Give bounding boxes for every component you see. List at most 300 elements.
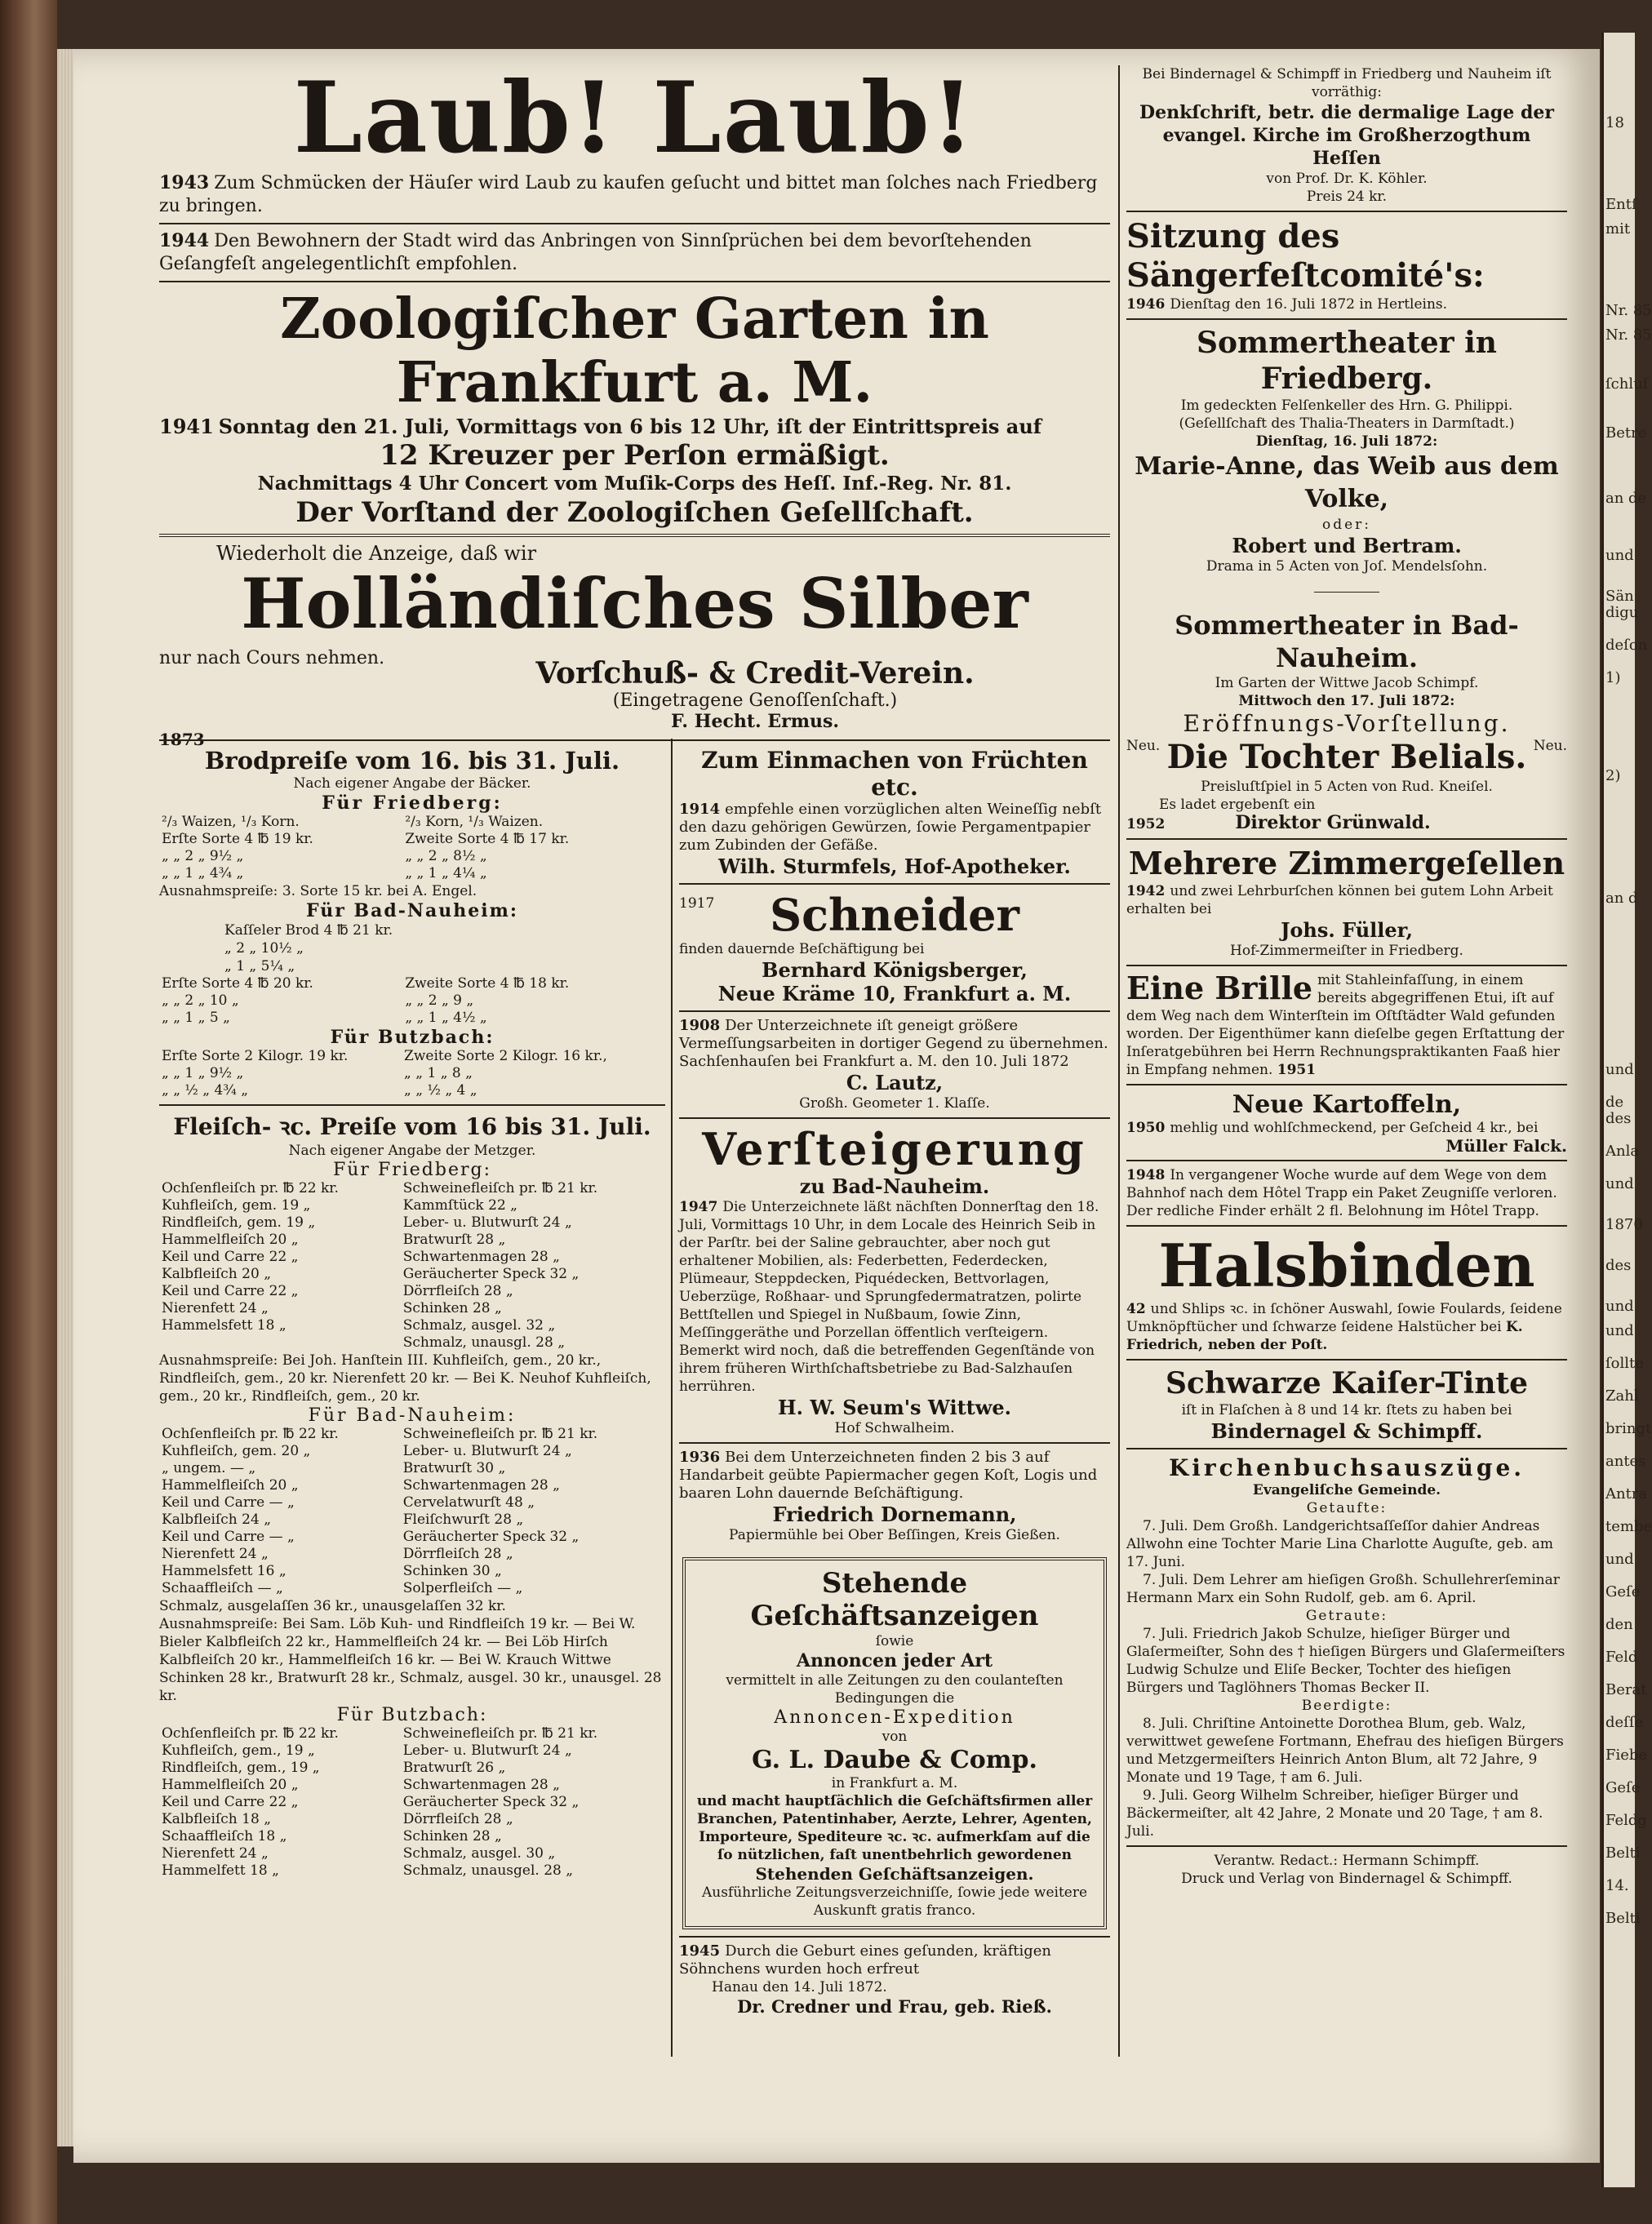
table-cell: Nierenfett 24 „ (162, 1300, 269, 1316)
adjacent-page-text: an de (1605, 490, 1647, 507)
table-cell: Schwartenmagen 28 „ (402, 1477, 560, 1494)
brod-title: Brodpreiſe vom 16. bis 31. Juli. (204, 747, 620, 775)
table-cell: Schaaffleiſch — „ (162, 1580, 283, 1596)
divider (1126, 1160, 1567, 1161)
kirchenbuch-entry: 7. Juli. Dem Großh. Landgerichtsaſſeſſor dahier Andreas Allwohn eine Tochter Marie Lina Charlotte Auguſte, geb. am 17. Juni. (1126, 1518, 1554, 1570)
geburt-place: Hanau den 14. Juli 1872. (712, 1979, 887, 1995)
fleisch-nauheim-table (159, 1426, 665, 1597)
table-cell: Leber- u. Blutwurſt 24 „ (402, 1742, 572, 1759)
sn-line: Im Garten der Wittwe Jacob Schimpf. (1215, 675, 1479, 691)
table-cell: „ „ ½ „ 4 „ (404, 1082, 477, 1099)
kartoffeln-sign: Müller Falck. (1446, 1136, 1567, 1156)
divider (1126, 1359, 1567, 1361)
table-cell: „ „ 1 „ 5 „ (162, 1010, 230, 1026)
table-cell: „ „ 1 „ 4¾ „ (162, 865, 244, 881)
table-cell: Erſte Sorte 4 ℔ 20 kr. (162, 975, 313, 992)
brod-butzbach-heading: Für Butzbach: (330, 1027, 495, 1048)
table-row (159, 1580, 665, 1597)
brod-nauheim-table (159, 975, 665, 1027)
adjacent-page-fragment (1601, 33, 1652, 2187)
table-row (159, 1232, 665, 1249)
box-title: Stehende Geſchäftsanzeigen (750, 1567, 1039, 1632)
divider (1126, 1448, 1567, 1449)
adjacent-page-text: Sän (1605, 588, 1634, 605)
book-spine-edge (0, 0, 57, 2224)
table-cell: Keil und Carre — „ (162, 1529, 295, 1545)
zoo-line1-text: Sonntag den 21. Juli, Vormittags von 6 bis 12 Uhr, iſt der Eintrittspreis auf (218, 415, 1042, 438)
table-cell: Schweinefleiſch pr. ℔ 21 kr. (402, 1180, 598, 1196)
table-cell: Schmalz, unausgl. 28 „ (402, 1334, 565, 1351)
versteigerung-sign2: Hof Schwalheim. (834, 1420, 955, 1436)
divider (1126, 318, 1567, 320)
table-row (159, 1334, 665, 1352)
zoo-line4: Der Vorſtand der Zoologiſchen Geſellſchaft. (295, 496, 974, 529)
table-cell: Keil und Carre 22 „ (162, 1283, 299, 1299)
zoo-headline: Zoologiſcher Garten in Frankfurt a. M. (280, 286, 989, 415)
zg-text (1126, 882, 1567, 918)
vermessung-sign2: Großh. Geometer 1. Klaſſe. (799, 1095, 990, 1112)
ad-number: 1943 (159, 172, 210, 193)
right-column (1126, 65, 1567, 2183)
divider (1126, 1845, 1567, 1847)
adjacent-page-text: antes (1605, 1453, 1646, 1470)
kirchenbuch-entry: 8. Juli. Chriſtine Antoinette Dorothea Blum, geb. Walz, verwittwet geweſene Fortmann, Ehefrau des hieſigen Bürgers und Metzgermeiſters Heinrich Anton Blum, alt 72 Jahre, 9 Monate und 19 Tage, † am 6. Juli. (1126, 1716, 1564, 1786)
table-row (159, 1512, 665, 1529)
st-play: Marie-Anne, das Weib aus dem Volke, (1135, 452, 1559, 513)
halsbinden-headline: Halsbinden (1158, 1231, 1535, 1300)
ad-number: 1945 (679, 1942, 721, 1960)
brille-text: mit Stahleinfaſſung, in einem bereits abgegriffenen Etui, iſt auf dem Weg nach dem Winterſtein im Oſtſtädter Wald gefunden worden. Der Eigenthümer kann dieſelbe gegen Erſtattung der Inſeratgebühren bei Herrn Rechnungspraktikanten Faaß hier in Empfang nehmen. (1126, 972, 1565, 1078)
table-cell (159, 1334, 401, 1352)
beerdigte-heading: Beerdigte: (1301, 1698, 1392, 1714)
table-cell: Schmalz, ausgel. 30 „ (402, 1845, 556, 1862)
st-line: Im gedeckten Felſenkeller des Hrn. G. Philippi. (1180, 397, 1513, 414)
fleisch-butzbach-heading: Für Butzbach: (336, 1705, 488, 1725)
table-cell: Schinken 28 „ (402, 1300, 502, 1316)
adjacent-page-text: Belti (1605, 1844, 1641, 1862)
zg-sign: Johs. Füller, (1281, 918, 1413, 942)
kirchenbuch-title: Kirchenbuchsauszüge. (1168, 1454, 1525, 1481)
table-cell: Ochſenfleiſch pr. ℔ 22 kr. (162, 1180, 339, 1196)
table-cell: Kuhfleiſch, gem. 20 „ (162, 1443, 311, 1459)
table-cell: Schmalz, unausgel. 28 „ (402, 1862, 574, 1879)
adjacent-page-text: den (1605, 1616, 1633, 1633)
sn-line: Eröffnungs-Vorſtellung. (1183, 710, 1511, 737)
table-cell: „ „ 2 „ 9½ „ (162, 848, 244, 864)
ad-body: empfehle einen vorzüglichen alten Weineſſig nebſt den dazu gehörigen Gewürzen, ſowie Pergamentpapier zum Zubinden der Gefäße. (679, 801, 1102, 854)
fleisch-title: Fleiſch- ꝛc. Preiſe vom 16 bis 31. Juli. (173, 1113, 651, 1140)
table-cell: „ „ 2 „ 10 „ (162, 992, 239, 1009)
table-row (159, 1529, 665, 1546)
ad-body: Den Bewohnern der Stadt wird das Anbringen von Sinnſprüchen bei dem bevorſtehenden Geſangfeſt angelegentlichſt empfohlen. (159, 231, 1032, 274)
adjacent-page-text: und (1605, 1298, 1634, 1315)
table-cell: Zweite Sorte 2 Kilogr. 16 kr., (404, 1048, 607, 1064)
table-row (159, 1283, 665, 1300)
table-row (159, 1725, 665, 1742)
ad-laub (159, 60, 1110, 218)
divider (1126, 965, 1567, 966)
ad-number: 1950 (1126, 1120, 1166, 1136)
ad-body: In vergangener Woche wurde auf dem Wege von dem Bahnhof nach dem Hôtel Trapp ein Paket Zeugniſſe verloren. Der redliche Finder erhält 2 fl. Belohnung im Hôtel Trapp. (1126, 1167, 1557, 1219)
adjacent-page-text: Zahl (1605, 1387, 1639, 1405)
book-title: Denkſchrift, betr. die dermalige Lage der evangel. Kirche im Großherzogthum Heſſen (1139, 102, 1554, 169)
table-row (159, 1845, 665, 1862)
table-cell: „ „ 1 „ 4¼ „ (405, 865, 487, 881)
divider (1314, 592, 1379, 593)
adjacent-page-text: deſſe (1605, 1714, 1644, 1731)
table-row (159, 1862, 665, 1880)
ad-number: 42 (1126, 1301, 1146, 1317)
fleisch-fb-ausnahme: Ausnahmspreiſe: Bei Joh. Hanſtein III. Kuhfleiſch, gem., 20 kr., Rindfleiſch, gem., 20 kr. Nierenfett 20 kr. — Bei K. Neuhof Kuhfleiſch, gem., 20 kr., Rindfleiſch, gem., 20 kr. (159, 1352, 651, 1405)
table-cell: Bratwurſt 28 „ (402, 1232, 506, 1248)
adjacent-page-text: an d (1605, 890, 1638, 907)
verein-sub: (Eingetragene Genoſſenſchaft.) (612, 690, 898, 711)
adjacent-page-text: 14. (1605, 1877, 1629, 1894)
adjacent-page-text: digu (1605, 604, 1639, 621)
table-row (159, 1828, 665, 1845)
getraute-heading: Getraute: (1305, 1608, 1388, 1624)
ad-number: 1947 (679, 1199, 718, 1215)
fleisch-nh-schmalz: Schmalz, ausgelaſſen 36 kr., unausgelaſſen 32 kr. (159, 1598, 506, 1614)
middle-column (679, 747, 1110, 2017)
table-cell: Bratwurſt 30 „ (402, 1460, 506, 1476)
table-row (159, 1180, 665, 1197)
box-line: ſowie (875, 1633, 914, 1649)
adjacent-page-text: Nr. 85 (1605, 302, 1652, 319)
table-cell: Schinken 30 „ (402, 1563, 502, 1579)
adjacent-page-text: und (1605, 547, 1634, 564)
table-cell: Leber- u. Blutwurſt 24 „ (402, 1214, 572, 1231)
adjacent-page-text: des (1605, 1257, 1632, 1274)
table-row (159, 1494, 665, 1512)
table-cell: Keil und Carre 22 „ (162, 1794, 299, 1810)
saenger-title: Sitzung des Sängerfeſtcomité's: (1126, 217, 1485, 295)
ad-number: 1873 (159, 730, 205, 749)
adjacent-page-text: bringt (1605, 1420, 1652, 1437)
table-cell: Erſte Sorte 4 ℔ 19 kr. (162, 831, 313, 847)
table-row (159, 1777, 665, 1794)
ad-schneider (679, 890, 1110, 1005)
table-cell: Kuhfleiſch, gem., 19 „ (162, 1742, 315, 1759)
table-cell: „ „ 1 „ 8 „ (404, 1065, 473, 1081)
adjacent-page-text: ſchluſ (1605, 375, 1649, 393)
imprint-publisher: Druck und Verlag von Bindernagel & Schimpff. (1181, 1871, 1512, 1887)
fleisch-source: Nach eigener Angabe der Metzger. (288, 1143, 536, 1159)
brod-nauheim-heading: Für Bad-Nauheim: (306, 900, 518, 921)
box-line: Stehenden Geſchäftsanzeigen. (755, 1864, 1034, 1884)
box-line: vermittelt in alle Zeitungen zu den coulanteſten Bedingungen die (726, 1672, 1064, 1707)
table-row (159, 1794, 665, 1811)
divider (1126, 1084, 1567, 1085)
table-cell: „ „ 1 „ 4½ „ (405, 1010, 487, 1026)
table-row (159, 1811, 665, 1828)
schneider-name: Bernhard Königsberger, (762, 958, 1028, 982)
table-cell: Bratwurſt 26 „ (402, 1760, 506, 1776)
table-cell: Cervelatwurſt 48 „ (402, 1494, 535, 1511)
adjacent-page-text: Belti (1605, 1910, 1641, 1927)
table-cell: „ „ 2 „ 8½ „ (405, 848, 487, 864)
table-cell: Geräucherter Speck 32 „ (402, 1529, 580, 1545)
box-line: und macht hauptſächlich die Geſchäftsfirmen aller Branchen, Patentinhaber, Aerzte, Lehrer, Agenten, Importeure, Spediteure ꝛc. ꝛc. aufmerkſam auf die ſo nützlichen, faſt unentbehrlich gewordenen (696, 1793, 1093, 1863)
geburt-text (679, 1942, 1110, 1978)
ad-zoo (159, 287, 1110, 529)
ad-body: Dienſtag den 16. Juli 1872 in Hertleins. (1170, 296, 1448, 313)
table-cell: Geräucherter Speck 32 „ (402, 1266, 580, 1282)
table-row (159, 1460, 665, 1477)
list-item: „ 2 „ 10½ „ (224, 940, 304, 957)
table-cell: Nierenfett 24 „ (162, 1546, 269, 1562)
table-cell: Keil und Carre — „ (162, 1494, 295, 1511)
table-cell: Schweinefleiſch pr. ℔ 21 kr. (402, 1725, 598, 1742)
adjacent-page-text: und (1605, 1322, 1634, 1339)
table-cell: Schmalz, ausgel. 32 „ (402, 1317, 556, 1334)
verein-signers: F. Hecht. Ermus. (670, 711, 840, 732)
table-cell: Schinken 28 „ (402, 1828, 502, 1844)
einmachen-sign: Wilh. Sturmfels, Hof-Apotheker. (718, 855, 1071, 878)
table-row (159, 1426, 665, 1443)
divider (159, 739, 1110, 741)
table-cell: Schwartenmagen 28 „ (402, 1777, 560, 1793)
ad-sinnsprueche (159, 229, 1110, 276)
schneider-addr: Neue Kräme 10, Frankfurt a. M. (717, 982, 1072, 1005)
st-line: (Geſellſchaft des Thalia-Theaters in Darmſtadt.) (1179, 415, 1515, 432)
ad-number: 1914 (679, 801, 721, 818)
table-row (159, 1742, 665, 1760)
zg-title: Mehrere Zimmergeſellen (1128, 845, 1565, 881)
papiermacher-text (679, 1449, 1110, 1503)
papiermacher-sign2: Papiermühle bei Ober Beſſingen, Kreis Gießen. (729, 1527, 1060, 1543)
table-cell: Fleiſchwurſt 28 „ (402, 1512, 524, 1528)
table-cell: Dörrfleiſch 28 „ (402, 1283, 513, 1299)
ad-number: 1917 (679, 895, 715, 912)
adjacent-page-text: Anla (1605, 1143, 1640, 1160)
divider (159, 1104, 665, 1106)
adjacent-page-text: Feldg (1605, 1812, 1647, 1829)
divider (159, 281, 1110, 282)
zoo-line2: 12 Kreuzer per Perſon ermäßigt. (380, 439, 890, 472)
table-cell: Hammelsfett 18 „ (162, 1317, 286, 1334)
brod-kasseler (224, 921, 665, 975)
table-cell: Zweite Sorte 4 ℔ 17 kr. (405, 831, 570, 847)
table-cell: Hammelfleiſch 20 „ (162, 1477, 299, 1494)
fleisch-nh-ausnahme: Ausnahmspreiſe: Bei Sam. Löb Kuh- und Rindfleiſch 19 kr. — Bei W. Bieler Kalbfleiſch 22 kr., Hammelfleiſch 24 kr. — Bei Löb Hirſch Kalbfleiſch 20 kr., Hammelfleiſch 16 kr. — Bei W. Krauch Wittwe Schinken 28 kr., Bratwurſt 28 kr., Schmalz, ausgel. 30 kr., unausgel. 28 kr. (159, 1616, 662, 1704)
versteigerung-sub: zu Bad-Nauheim. (799, 1174, 990, 1198)
box-line: Annoncen jeder Art (796, 1650, 993, 1671)
table-cell: Dörrfleiſch 28 „ (402, 1811, 513, 1827)
ad-number: 1952 (1126, 816, 1166, 832)
ad-number: 1948 (1126, 1167, 1166, 1183)
box-line: von (882, 1729, 908, 1745)
table-cell: Kuhfleiſch, gem. 19 „ (162, 1197, 311, 1214)
divider (1126, 1225, 1567, 1227)
table-cell: Leber- u. Blutwurſt 24 „ (402, 1443, 572, 1459)
table-cell: Geräucherter Speck 32 „ (402, 1794, 580, 1810)
list-item: Kaſſeler Brod 4 ℔ 21 kr. (224, 922, 393, 939)
sn-play: Die Tochter Belials. (1166, 738, 1527, 776)
table-row (159, 1300, 665, 1317)
table-cell: Kalbfleiſch 20 „ (162, 1266, 271, 1282)
ad-body: und Shlips ꝛc. in ſchöner Auswahl, ſowie Foulards, ſeidene Umknöpftücher und ſchwarze ſeidene Halstücher bei (1126, 1301, 1562, 1335)
adjacent-page-text: Feld (1605, 1649, 1638, 1666)
kirchenbuch-sub: Evangeliſche Gemeinde. (1252, 1482, 1441, 1498)
laub-text (159, 171, 1110, 218)
adjacent-page-text: des (1605, 1110, 1632, 1127)
adjacent-page-text: Betre (1605, 424, 1647, 442)
adjacent-page-text: Geſe (1605, 1779, 1641, 1796)
st-title: Sommertheater in Friedberg. (1197, 326, 1497, 396)
schneider-headline: Schneider (770, 889, 1019, 941)
box-line: in Frankfurt a. M. (831, 1775, 958, 1791)
sn-line: Es ladet ergebenſt ein (1159, 797, 1316, 813)
einmachen-title: Zum Einmachen von Früchten etc. (701, 747, 1088, 801)
adjacent-page-text: 1870 (1605, 1216, 1643, 1233)
table-cell: Solperfleiſch — „ (402, 1580, 523, 1596)
book-author: von Prof. Dr. K. Köhler. (1266, 171, 1428, 187)
ad-body: Die Unterzeichnete läßt nächſten Donnerſtag den 18. Juli, Vormittags 10 Uhr, in dem Locale des Heinrich Seib in der Parſtr. bei der Saline gebrauchter, aber noch gut erhaltener Mobilien, als: Federbetten, Federdecken, Plümeaur, Steppdecken, Piquédecken, Bettvorlagen, Ueberzüge, Roßhaar- und Sprungfedermatratzen, polirte Bettſtellen und Spiegel in Nußbaum, ſowie Zinn, Meſſinggeräthe und Porzellan öffentlich verſteigern. Bemerkt wird noch, daß die betreffenden Gegenſtände von ihrem früheren Wirthſchaftsbetriebe zu Bad-Salzhauſen herrühren. (679, 1199, 1099, 1395)
adjacent-page-text: und (1605, 1551, 1634, 1568)
table-cell: „ ungem. — „ (162, 1460, 256, 1476)
ad-body: Bei dem Unterzeichneten finden 2 bis 3 auf Handarbeit geübte Papiermacher gegen Koſt, Logis und baaren Lohn dauernde Beſchäftigung. (679, 1449, 1098, 1502)
book-intro: Bei Bindernagel & Schimpff in Friedberg und Nauheim iſt vorräthig: (1142, 66, 1552, 100)
table-cell: Kammſtück 22 „ (402, 1197, 517, 1214)
kirchenbuch-entry: 7. Juli. Dem Lehrer am hieſigen Großh. Schullehrerſeminar Hermann Marx ein Sohn Rudolf, geb. am 6. April. (1126, 1572, 1560, 1606)
table-row (159, 1249, 665, 1266)
ad-number: 1936 (679, 1449, 721, 1466)
book-price: Preis 24 kr. (1306, 189, 1388, 205)
adjacent-page-text: 18 (1605, 114, 1624, 131)
adjacent-page-text: Antra (1605, 1485, 1648, 1503)
kartoffeln-title: Neue Kartoffeln, (1232, 1090, 1462, 1119)
table-cell: Hammelsfett 16 „ (162, 1563, 286, 1579)
sn-neu-left: Neu. (1126, 738, 1161, 754)
table-cell: Erſte Sorte 2 Kilogr. 19 kr. (162, 1048, 349, 1064)
table-cell: Rindfleiſch, gem. 19 „ (162, 1214, 316, 1231)
table-cell: Rindfleiſch, gem., 19 „ (162, 1760, 320, 1776)
list-item: „ 1 „ 5¼ „ (224, 958, 295, 974)
divider (159, 223, 1110, 224)
table-cell: Dörrfleiſch 28 „ (402, 1546, 513, 1562)
table-cell: Nierenfett 24 „ (162, 1845, 269, 1862)
st-line: oder: (1321, 517, 1372, 533)
schneider-text: finden dauernde Beſchäftigung bei (679, 941, 925, 957)
table-cell: „ „ ½ „ 4¾ „ (162, 1082, 249, 1099)
brod-source: Nach eigener Angabe der Bäcker. (293, 775, 531, 792)
ad-body: Der Unterzeichnete iſt geneigt größere Vermeſſungsarbeiten in dortiger Gegend zu übernehmen. Sachſenhauſen bei Frankfurt a. M. den 10. Juli 1872 (679, 1017, 1108, 1070)
zg-sign2: Hof-Zimmermeiſter in Friedberg. (1230, 943, 1463, 959)
page-stack-edge (57, 49, 73, 2146)
table-row (159, 1477, 665, 1494)
table-row (159, 1760, 665, 1777)
versteigerung-sign: H. W. Seum's Wittwe. (777, 1396, 1012, 1419)
box-line: Annoncen-Expedition (774, 1707, 1015, 1728)
brod-ausnahme: Ausnahmspreiſe: 3. Sorte 15 kr. bei A. Engel. (159, 883, 477, 899)
adjacent-page-text: und (1605, 1061, 1634, 1078)
table-row (159, 1317, 665, 1334)
table-cell: Ochſenfleiſch pr. ℔ 22 kr. (162, 1725, 339, 1742)
divider (679, 1117, 1110, 1119)
tinte-sign: Bindernagel & Schimpff. (1210, 1419, 1483, 1443)
ad-body: Durch die Geburt eines geſunden, kräftigen Söhnchens wurden hoch erfreut (679, 1942, 1052, 1978)
boxed-ad (682, 1557, 1107, 1929)
silber-intro: Wiederholt die Anzeige, daß wir (216, 542, 537, 565)
st-line: Drama in 5 Acten von Joſ. Mendelsſohn. (1206, 558, 1488, 575)
versteigerung-headline: Verſteigerung (702, 1123, 1087, 1175)
st-line: Dienſtag, 16. Juli 1872: (1255, 433, 1438, 450)
table-cell: Zweite Sorte 4 ℔ 18 kr. (405, 975, 570, 992)
ad-number: 1944 (159, 230, 210, 251)
adjacent-page-text: mit (1605, 220, 1631, 237)
sn-line: Mittwoch den 17. Juli 1872: (1238, 693, 1455, 709)
adjacent-page-text: tembe (1605, 1518, 1652, 1535)
sn-line: Preisluſtſpiel in 5 Acten von Rud. Kneiſel. (1201, 779, 1493, 795)
adjacent-page-text: ſollte (1605, 1355, 1644, 1372)
sn-neu-right: Neu. (1533, 738, 1567, 754)
ad-number: 1942 (1126, 883, 1166, 899)
geburt-sign: Dr. Credner und Frau, geb. Rieß. (737, 1996, 1052, 2017)
divider (679, 1010, 1110, 1012)
adjacent-page-text: 2) (1605, 767, 1621, 784)
imprint-editor: Verantw. Redact.: Hermann Schimpff. (1214, 1853, 1480, 1869)
vermessung-sign: C. Lautz, (846, 1071, 944, 1094)
table-cell: Kalbfleiſch 24 „ (162, 1512, 271, 1528)
brod-friedberg-table (159, 814, 665, 882)
silber-headline: Holländiſches Silber (241, 563, 1028, 644)
divider (1126, 838, 1567, 840)
tinte-title: Schwarze Kaiſer-Tinte (1165, 1366, 1529, 1401)
fleisch-friedberg-heading: Für Friedberg: (333, 1160, 491, 1180)
sn-sign: Direktor Grünwald. (1235, 812, 1431, 833)
ad-body: und zwei Lehrburſchen können bei gutem Lohn Arbeit erhalten bei (1126, 883, 1553, 917)
table-row (159, 1197, 665, 1214)
table-cell: „ „ 2 „ 9 „ (405, 992, 474, 1009)
halsbinden-text (1126, 1300, 1567, 1354)
brille-title: Eine Brille (1126, 970, 1313, 1006)
adjacent-page-text: Berat (1605, 1681, 1647, 1698)
table-row (159, 1563, 665, 1580)
table-cell: Hammelfett 18 „ (162, 1862, 279, 1879)
kartoffeln-text (1126, 1119, 1567, 1137)
divider (159, 534, 1110, 537)
brod-friedberg-heading: Für Friedberg: (322, 792, 503, 814)
adjacent-page-text: Nr. 85 (1605, 326, 1652, 344)
ad-body: Zum Schmücken der Häuſer wird Laub zu kaufen geſucht und bittet man ſolches nach Friedberg zu bringen. (159, 173, 1098, 216)
table-cell: Ochſenfleiſch pr. ℔ 22 kr. (162, 1426, 339, 1442)
table-cell: Schwartenmagen 28 „ (402, 1249, 560, 1265)
ad-number: 1908 (679, 1017, 721, 1034)
saenger-text (1126, 295, 1567, 313)
tinte-text: iſt in Flaſchen à 8 und 14 kr. ſtets zu haben bei (1181, 1402, 1512, 1418)
brod-butzbach-table (159, 1048, 665, 1099)
table-cell: Hammelfleiſch 20 „ (162, 1777, 299, 1793)
fleisch-butzbach-table (159, 1725, 665, 1880)
halsbinden-sign: K. Friedrich, neben der Poſt. (1126, 1319, 1523, 1353)
adjacent-page-text: 1) (1605, 669, 1621, 686)
table-row (159, 1214, 665, 1232)
fleisch-nauheim-heading: Für Bad-Nauheim: (308, 1405, 517, 1426)
adjacent-page-text: und (1605, 1175, 1634, 1192)
sn-title: Sommertheater in Bad-Nauheim. (1175, 610, 1519, 673)
paket-text (1126, 1166, 1567, 1220)
versteigerung-text (679, 1198, 1110, 1396)
adjacent-page-text: Geſe (1605, 1583, 1641, 1600)
table-cell: „ „ 1 „ 9½ „ (162, 1065, 244, 1081)
box-line: G. L. Daube & Comp. (752, 1746, 1037, 1774)
sn-sign-row (1126, 814, 1567, 833)
st-line: Robert und Bertram. (1232, 534, 1462, 557)
table-cell: ²/₃ Korn, ¹/₃ Waizen. (405, 814, 544, 830)
brille-ad (1126, 971, 1567, 1079)
laub-headline: Laub! Laub! (293, 60, 976, 175)
